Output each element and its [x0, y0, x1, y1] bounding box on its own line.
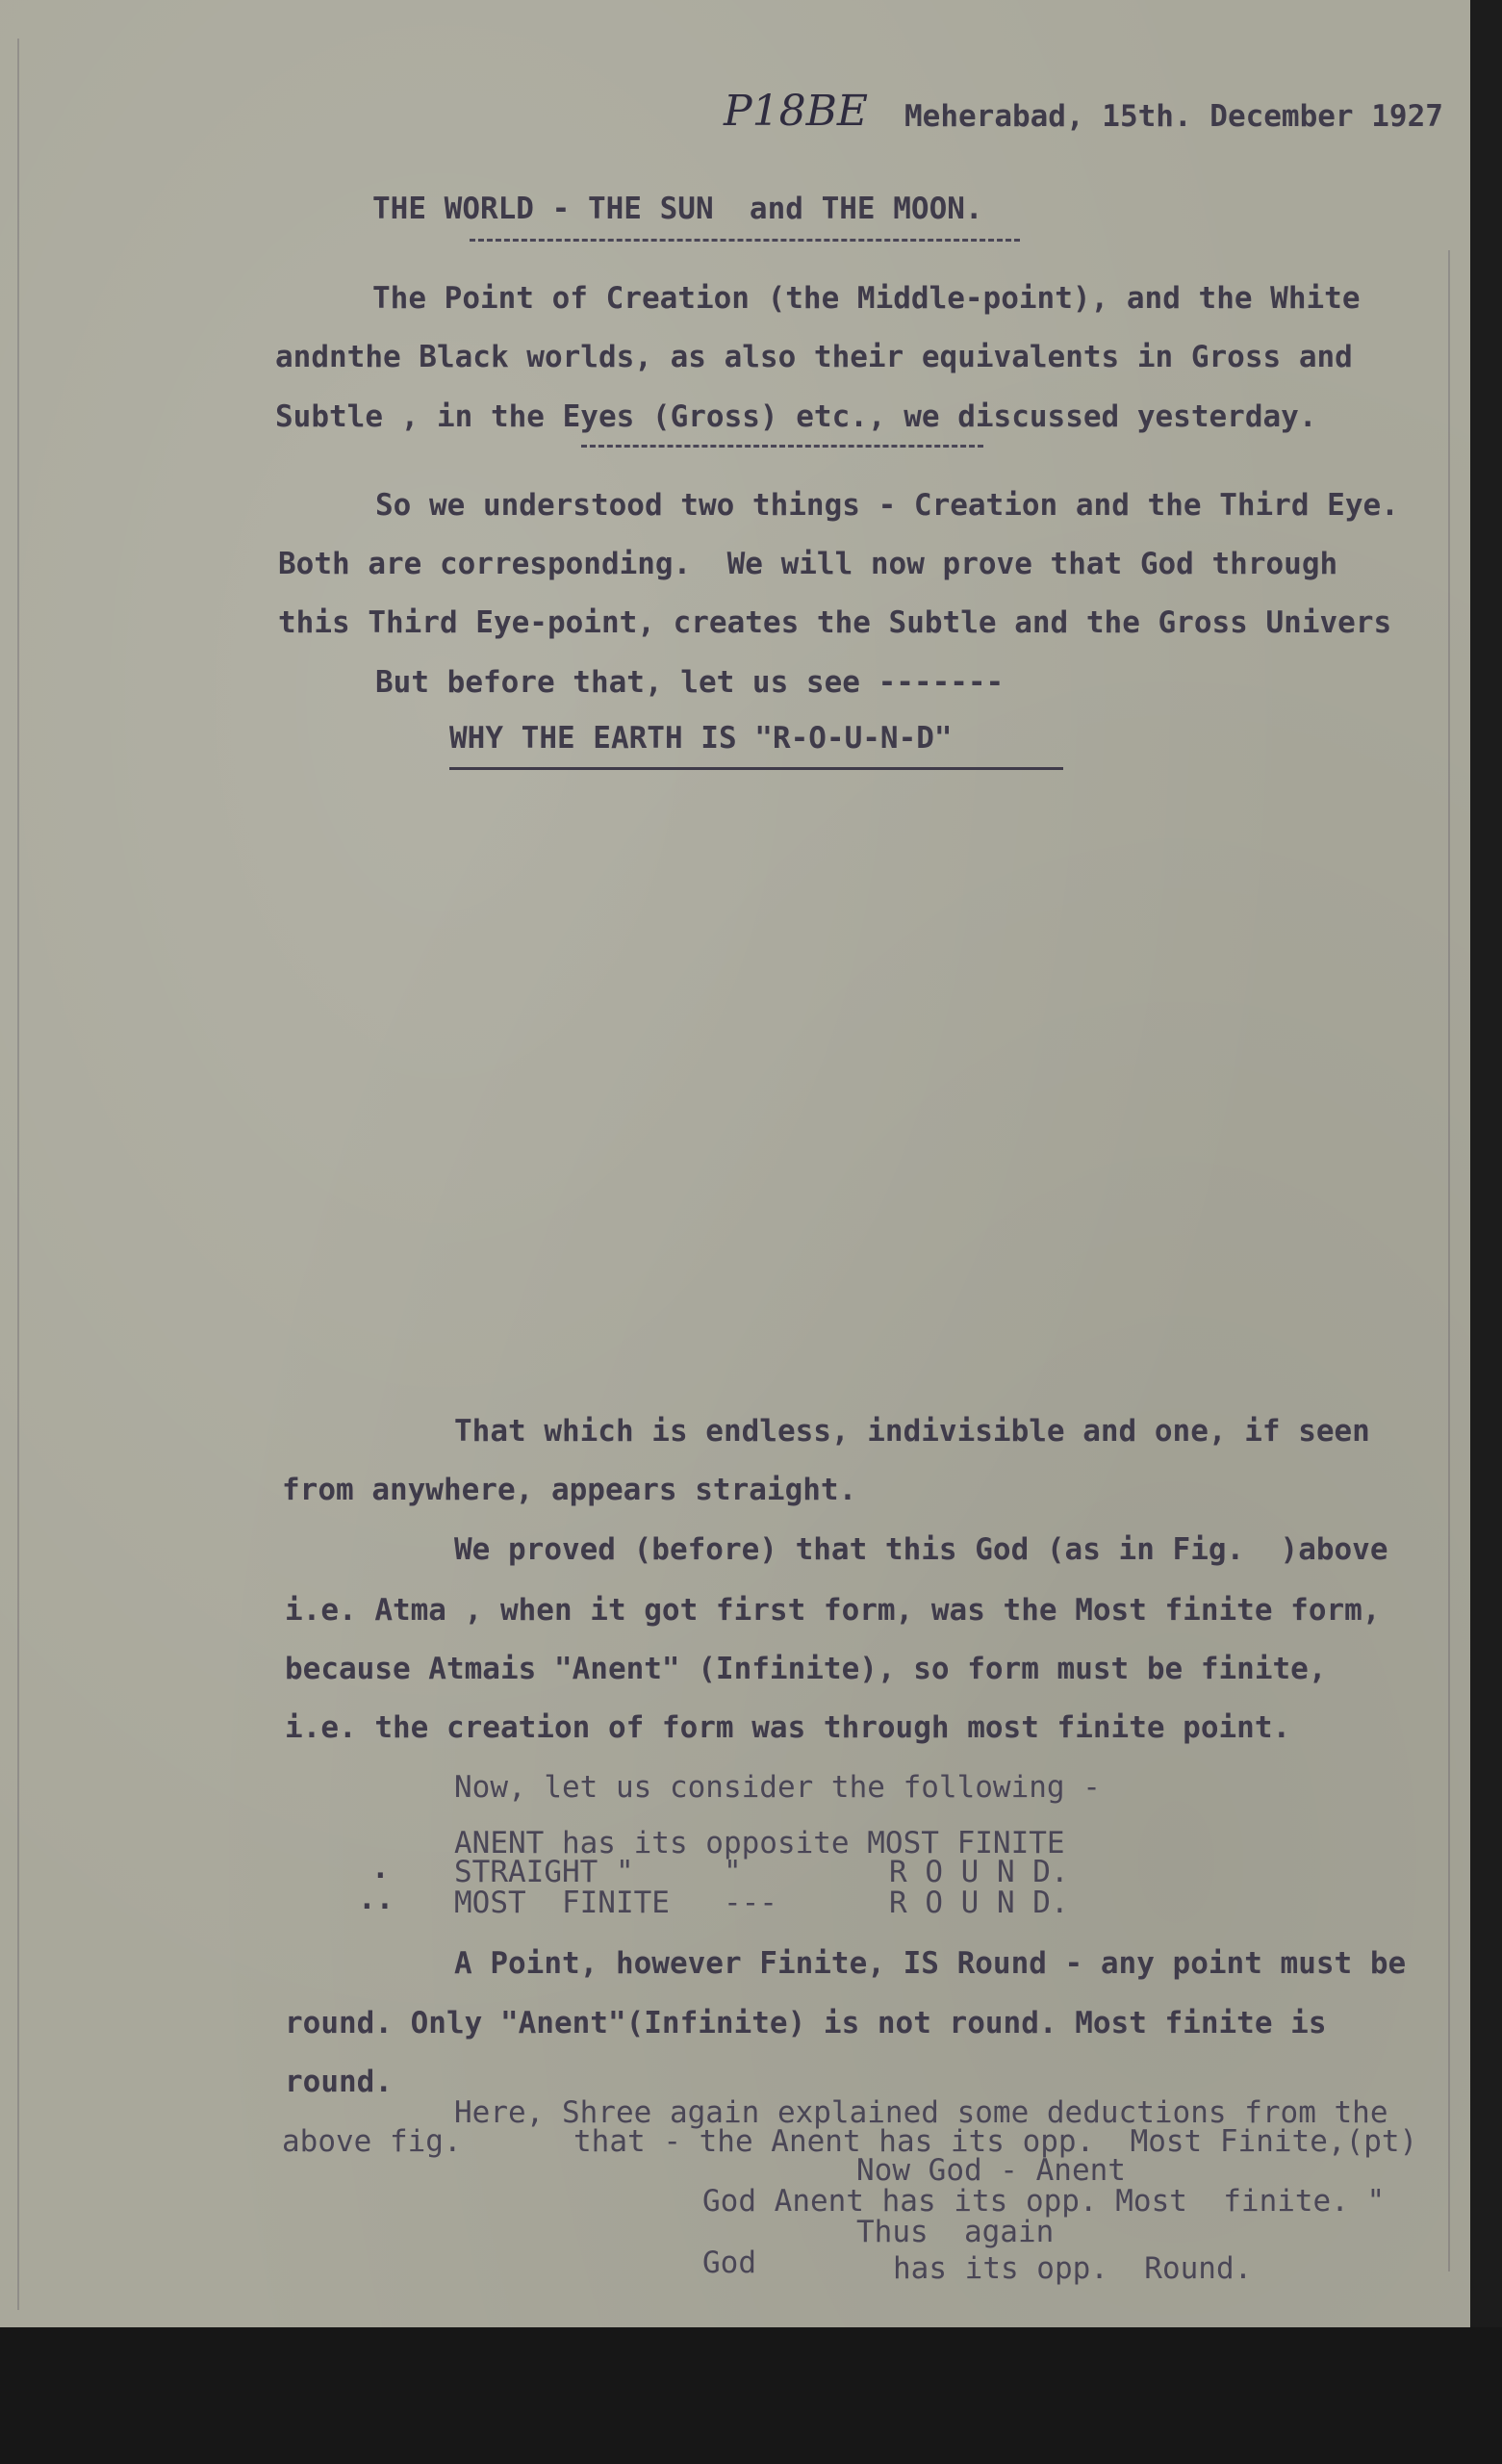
paragraph-7-line-6a: God	[702, 2246, 756, 2280]
title-underline	[470, 239, 1020, 242]
table-row-2-mark: .	[371, 1851, 390, 1886]
paragraph-3-line-2: from anywhere, appears straight.	[282, 1473, 857, 1507]
paragraph-2-line-3: this Third Eye-point, creates the Subtle and the Gross Univers	[278, 605, 1392, 640]
paragraph-6-line-2: round. Only "Anent"(Infinite) is not round. Most finite is	[285, 2006, 1327, 2040]
table-row-2-left: STRAIGHT " "	[454, 1855, 742, 1889]
scan-border-bottom	[0, 2327, 1502, 2464]
table-row-1: ANENT has its opposite MOST FINITE	[454, 1826, 1065, 1861]
paragraph-5: Now, let us consider the following -	[454, 1770, 1101, 1805]
paragraph-7-line-6b: has its opp. Round.	[893, 2251, 1253, 2286]
paragraph-7-line-4: God Anent has its opp. Most finite. "	[702, 2184, 1386, 2219]
paragraph-2-line-2: Both are corresponding. We will now prove that God through	[278, 547, 1338, 581]
left-edge-wear	[17, 38, 19, 2310]
paragraph-7-line-5: Thus again	[856, 2215, 1055, 2249]
paragraph-7-line-2b: that - the Anent has its opp. Most Finite,(pt)	[573, 2124, 1418, 2159]
paragraph-4-line-3: because Atmais "Anent" (Infinite), so form must be finite,	[285, 1652, 1327, 1686]
paragraph-3-line-1: That which is endless, indivisible and one, if seen	[454, 1414, 1370, 1449]
table-row-3-right: R O U N D.	[889, 1886, 1069, 1920]
paragraph-4-line-4: i.e. the creation of form was through most finite point.	[285, 1710, 1291, 1745]
paragraph-1-line-2: andnthe Black worlds, as also their equivalents in Gross and	[275, 340, 1353, 374]
table-row-3-mark: ..	[358, 1882, 395, 1916]
handwritten-reference: P18BE	[724, 87, 869, 136]
subheading: WHY THE EARTH IS "R-O-U-N-D"	[449, 721, 953, 756]
scan-border-right	[1470, 0, 1502, 2464]
place-date-line: Meherabad, 15th. December 1927	[904, 99, 1443, 134]
paragraph-6-line-3: round.	[285, 2065, 393, 2099]
subheading-underline	[449, 767, 1063, 770]
paragraph-1-line-1: The Point of Creation (the Middle-point), and the White	[372, 281, 1361, 316]
paragraph-7-line-3: Now God - Anent	[856, 2153, 1126, 2188]
table-row-2-right: R O U N D.	[889, 1855, 1069, 1889]
paragraph-6-line-1: A Point, however Finite, IS Round - any point must be	[454, 1946, 1407, 1981]
paragraph-7-line-2a: above fig.	[282, 2124, 462, 2159]
paragraph-2-line-4: But before that, let us see -------	[375, 665, 1005, 700]
yesterday-underline	[581, 445, 983, 448]
paragraph-4-line-2: i.e. Atma , when it got first form, was the Most finite form,	[285, 1593, 1381, 1628]
right-edge-wear	[1448, 250, 1450, 2272]
document-title: THE WORLD - THE SUN and THE MOON.	[372, 192, 983, 226]
paragraph-7-line-1: Here, Shree again explained some deductions from the	[454, 2095, 1388, 2130]
table-row-3-left: MOST FINITE ---	[454, 1886, 777, 1920]
paragraph-4-line-1: We proved (before) that this God (as in Fig. )above	[454, 1532, 1388, 1567]
paragraph-2-line-1: So we understood two things - Creation and the Third Eye.	[375, 488, 1399, 523]
paragraph-1-line-3: Subtle , in the Eyes (Gross) etc., we discussed yesterday.	[275, 399, 1317, 434]
